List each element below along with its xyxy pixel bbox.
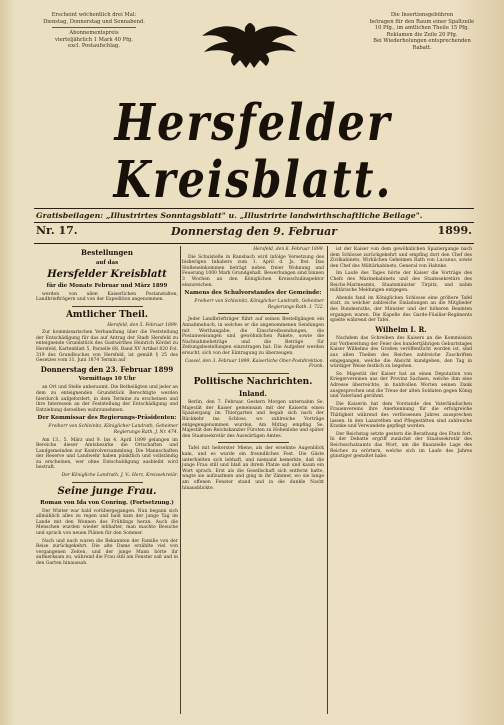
kaiser-news-3: Abends fand im Königlichen Schlosse eine größere Tafel statt, zu welcher zahlreiche Einladungen an die Mitglieder des Bundesraths, der Minister und der höheren Beamten ergangen waren. Die Kapelle des Garde-Füsilier-Regiments spielte während der Tafel. xyxy=(330,295,472,324)
school-notice-date: Hersfeld, den 6. Februar 1899. xyxy=(253,247,324,252)
column-2 xyxy=(182,247,324,493)
rates-heading: Die Insertionsgebühren xyxy=(390,12,454,18)
rates-line-3: Reklamen die Zeile 20 Pfg. xyxy=(386,31,458,38)
reichstag-news: Der Reichstag setzte gestern die Berathung des Etats fort. In der Debatte ergriff zunächst der Staatssekretär des Reichsschatzamts das Wort, um die finanzielle Lage des Reiches zu erörtern, welche sich im Laufe des Jahres günstiger gestaltet habe. xyxy=(330,431,472,460)
serial-novel-author: Roman von Ida von Conring. (Fortsetzung.) xyxy=(40,499,174,506)
orders-heading: Bestellungen xyxy=(81,248,133,257)
subscription-price: vierteljährlich 1 Mark 40 Pfg. xyxy=(55,36,133,43)
hearing-date-heading: Donnerstag den 23. Februar 1899 xyxy=(40,364,174,374)
commissioner-heading: Der Kommissar des Regierungs-Präsidenten: xyxy=(37,415,177,422)
publication-days: Dienstag, Donnerstag und Sonnabend. xyxy=(43,18,145,25)
imperial-signature-heading: Wilhelm I. R. xyxy=(375,324,427,334)
school-vacancy-notice: Die Schulstelle in Ransbach wird infolge Versetzung des bisherigen Inhabers zum 1. April d. Js. frei. Das Stelleneinkommen beträgt neben freier Wohnung und Feuerung 1000 Mark Grundgehalt. Bewerbungen sind binnen 3 Wochen an den Königlichen Kreisschulinspektor einzureichen. xyxy=(182,254,324,288)
kaiser-news-1: ist der Kaiser von dem gewöhnlichen Spaziergange nach dem Schlosse zurückgekehrt und empfing dort den Chef des Zivilkabinets, Wirklichen Geheimen Rath von Lucanus, sowie den Chef des Militärkabinets, General von Hahnke. xyxy=(330,247,472,269)
postal-signature: Cassel, den 3. Februar 1899. Kaiserliche Ober-Postdirektion. Frank. xyxy=(184,358,324,370)
issue-dateline xyxy=(36,224,472,242)
veterans-news: Se. Majestät der Kaiser hat an einen Deputation von Kriegervereinen aus der Provinz Sachsen, welche ihm eine Adresse überreichte, in huldvollen Worten seinen Dank ausgesprochen und die Treue der alten Soldaten gegen König und Vaterland gerühmt. xyxy=(330,371,472,400)
berlin-news: Berlin, den 7. Februar. Gestern Morgen unternahm Se. Majestät der Kaiser gemeinsam mit der Kaiserin einen Spaziergang im Thiergarten und begab sich nach der Rückkehr ins Schloss, wo zahlreiche Vorträge entgegengenommen wurden. Am Mittag empfing Se. Majestät den Reichskanzler Fürsten zu Hohenlohe und später den Staatssekretär des Auswärtigen Amtes. xyxy=(182,400,324,439)
landrat-signature: Der Königliche Landrath. J. V.: Herz, Kreissekretär. xyxy=(61,473,178,479)
novel-paragraph-1: Der Winter war bald vorübergegangen. Nun begann sich allmählich alles zu regen und bald kam der junge Tag im Lande mit den Wonnen des Frühlings heran. Auch die Menschen wurden wieder lebhafter, man machte Besuche und sprach von neuen Plänen für den Sommer. xyxy=(36,508,178,537)
control-assembly-notice: Am 13., 5. März und 9. bis 4. April 1899 gelangen im Bereiche dieser Amtsbezirke die Ortschaften und Landgemeinden zur Kontrolversammlung. Die Mannschaften der Reserve und Landwehr haben pünktlich und vollständig zu erscheinen, wer ohne Entschuldigung ausbleibt wird bestraft. xyxy=(36,437,178,471)
paper-name-heading: Hersfelder Kreisblatt xyxy=(47,268,167,280)
column-1 xyxy=(36,247,178,569)
column-3 xyxy=(330,247,472,462)
subscription-label: Abonnementspreis xyxy=(69,30,119,37)
orders-text: werden von allen Kaiserlichen Postanstalten, Landbriefträgern und von der Expedition angenommen. xyxy=(36,291,178,303)
publication-schedule: Erscheint wöchentlich drei Mal: xyxy=(51,12,137,18)
issue-number: Nr. 17. xyxy=(36,224,78,237)
postage-note: excl. Postaufschlag. xyxy=(68,43,120,50)
hearing-time: Vormittags 10 Uhr xyxy=(78,376,136,383)
kaiser-news-2: Im Laufe des Tages hörte der Kaiser die Vorträge des Chefs des Marinekabinets und des Staatssekretärs des Reichs-Marineamts, Staatsminister Tirpitz, und nahm militärische Meldungen entgegen. xyxy=(330,271,472,294)
political-news-heading: Politische Nachrichten. xyxy=(193,376,313,387)
school-board-signature: Freiherr von Schleinitz, Königlicher Landrath, Geheimer Regierungs-Rath. I. 722. xyxy=(194,299,324,310)
advertising-rates-box xyxy=(362,12,482,78)
rates-line-4: Bei Wiederholungen entsprechenden xyxy=(373,38,471,45)
orders-subheading: auf das xyxy=(95,259,119,266)
masthead-title: Hersfelder Kreisblatt. xyxy=(113,94,393,210)
issue-date: Donnerstag den 9. Februar xyxy=(170,225,338,238)
supplements-line: Gratisbeilagen: „Illustrirtes Sonntagsblatt" u. „Illustrirte landwirthschaftliche Beilage". xyxy=(36,211,423,220)
novel-paragraph-2: Nach und nach waren die Bekannten der Familie von der Reise zurückgekehrt. Die alte Dame erzählte viel von vergangenen Zeiten, und der junge Mann hörte ihr aufmerksam zu, während die Frau still am Fenster saß und in den Garten hinaussah. xyxy=(36,538,178,566)
commissioner-signature: Freiherr von Schleinitz, Königlicher Landrath, Geheimer Regierungs-Rath. J. Nr. 474. xyxy=(48,424,178,435)
issue-year: 1899. xyxy=(437,224,472,237)
official-section-heading: Amtlicher Theil. xyxy=(65,309,149,320)
domestic-heading: Inland. xyxy=(239,388,267,398)
hearing-text: an Ort und Stelle anberaumt. Die Betheiligten und jeder an dem zu enteignenden Grundstück Berechtigte werden hierdurch aufgefordert, in dem Termine zu erscheinen und ihre Interessen an der Feststellung der Entschädigung und Entziehung derselben wahrzunehmen. xyxy=(36,385,178,413)
notice-date: Hersfeld, den 5. Februar 1899. xyxy=(107,322,178,328)
months-heading: für die Monate Februar und März 1899 xyxy=(46,282,168,289)
subscription-info-box xyxy=(34,12,154,78)
rates-line-1: betragen für den Raum einer Spaltzeile xyxy=(369,18,475,25)
empress-news: Die Kaiserin hat dem Vorstande des Vaterländischen Frauenvereins ihre Anerkennung für die erfolgreiche Thätigkeit während des verflossenen Jahres aussprechen lassen. In den Lazarethen und Pflegestätten sind zahlreiche Kranke und Verwundete gepflegt worden. xyxy=(330,401,472,430)
rates-line-2: 10 Pfg., im amtlichen Theile 15 Pfg. xyxy=(374,25,470,32)
expropriation-notice: Zur kommissarischen Verhandlung über die Feststellung der Entschädigung für das auf Antrag der Stadt Hersfeld zu enteignende Grundstück des Gastwirthes Heinrich Kördel zu Hersfeld, Kartenblatt 5, Parzelle 68, Band XV Artikel 820 Fol. 319 des Grundbuches von Hersfeld, ist gemäß § 25 des Gesetzes vom 11. Juni 1874 Termin auf xyxy=(36,330,178,364)
school-board-heading: Namens des Schulvorstandes der Gemeinde: xyxy=(184,290,322,297)
centenary-news: Nachdem das Schreiben des Kaisers an die Kommission zur Vorbereitung der Feier des hundertjährigen Geburtstages Kaiser Wilhelms des Großen veröffentlicht worden ist, sind aus allen Theilen des Reiches zahlreiche Zuschriften eingegangen, welche die Absicht kundgeben, den Tag in würdiger Weise festlich zu begehen. xyxy=(330,336,472,370)
rates-line-5: Rabatt. xyxy=(412,44,432,51)
eagle-emblem-icon xyxy=(200,12,300,70)
serial-novel-title: Seine junge Frau. xyxy=(57,485,157,497)
postal-notice: Jeder Landbriefträger führt auf seinen Bestellgängen ein Annahmebuch, in welches er die angenommenen Sendungen mit Werthangabe, die Einschreibsendungen, die Postanweisungen und gewöhnlichen Pakete, sowie die Nachnahmebeträge und die Beträge für Zeitungsbestellungen einzutragen hat. Die Aufgeber werden ersucht, sich von der Eintragung zu überzeugen. xyxy=(182,317,324,356)
novel-continuation: Tafel mit heiterster Miene, als der ersehnte Augenblick kam, und es wurde ein freundliches Fest. Die Gäste unterhielten sich lebhaft, und niemand bemerkte, daß die junge Frau still und blaß an ihrem Platze saß und kaum ein Wort sprach. Erst als die Gesellschaft sich entfernt hatte, wagte sie aufzuatmen und ging in ihr Zimmer, wo sie lange am offenen Fenster stand und in die dunkle Nacht hinausblickte. xyxy=(182,446,324,491)
